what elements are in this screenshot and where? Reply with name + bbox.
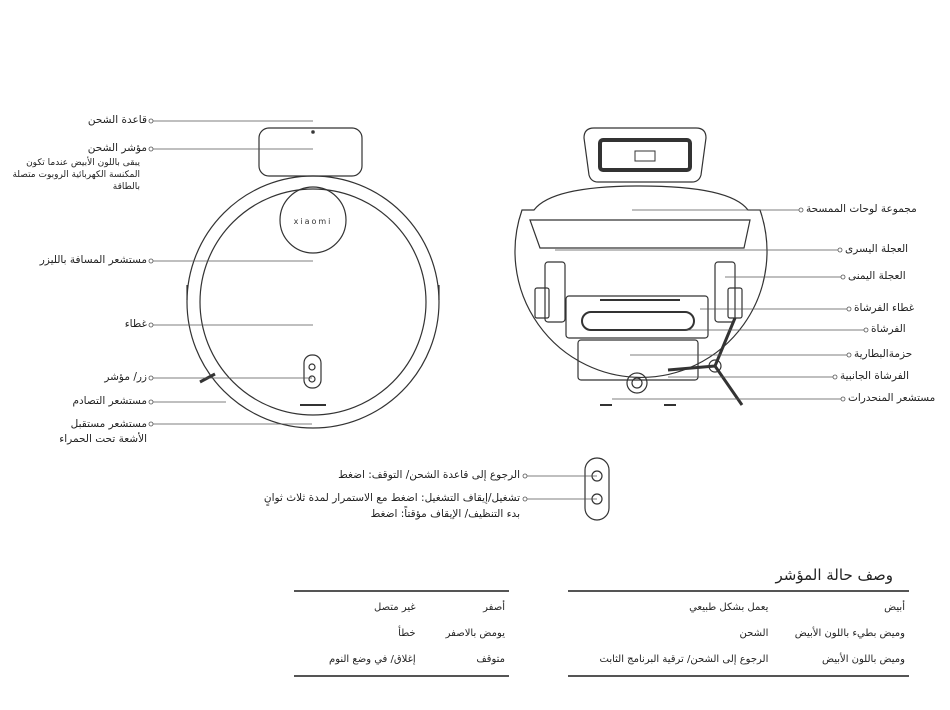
status-state: الرجوع إلى الشحن/ ترقية البرنامج الثابت <box>599 653 769 665</box>
bottom-view-robot <box>515 128 767 405</box>
left-table-bottom-rule <box>294 675 509 677</box>
table-row <box>568 594 909 620</box>
mop-plate-label: مجموعة لوحات الممسحة <box>806 203 917 215</box>
cliff-sensor-label: مستشعر المنحدرات <box>848 392 936 404</box>
right-wheel-label: العجلة اليمنى <box>848 270 906 282</box>
table-row <box>568 646 909 672</box>
xiaomi-logo: xiaomi <box>293 217 333 226</box>
battery-label: حزمةالبطارية <box>854 348 913 360</box>
table-row <box>294 646 509 672</box>
status-color: يومض بالاصفر <box>445 627 505 639</box>
status-table-left <box>294 594 509 672</box>
charge-indicator-note: يبقى باللون الأبيض عندما تكون المكنسة الكهربائية الروبوت متصلة بالطاقة <box>12 158 140 192</box>
collision-sensor-label: مستشعر التصادم <box>72 395 147 407</box>
top-view-robot <box>187 128 439 428</box>
dock-label: قاعدة الشحن <box>87 114 147 126</box>
table-row <box>568 620 909 646</box>
brush-cover-outline <box>566 296 708 338</box>
battery-outline <box>578 340 698 380</box>
status-color: متوقف <box>476 653 505 665</box>
ir-receiver-label: مستشعر مستقبل الأشعة تحت الحمراء <box>59 418 147 445</box>
status-color: وميض باللون الأبيض <box>821 653 905 665</box>
left-table-top-rule <box>294 590 509 592</box>
laser-sensor-label: مستشعر المسافة بالليزر <box>39 254 147 266</box>
bottom-dock-outline <box>584 128 706 182</box>
status-color: أبيض <box>884 601 905 613</box>
status-state: الشحن <box>739 627 769 639</box>
status-table-right <box>568 594 909 672</box>
brush-cover-label: غطاء الفرشاة <box>854 302 915 314</box>
status-title: وصف حالة المؤشر <box>775 566 893 584</box>
robot-outer-circle <box>187 176 439 428</box>
table-row <box>294 594 509 620</box>
left-wheel-outline <box>545 262 565 322</box>
brush-label: الفرشاة <box>871 323 906 335</box>
status-color: وميض بطيء باللون الأبيض <box>794 627 905 639</box>
left-wheel-label: العجلة اليسرى <box>845 243 909 255</box>
status-state: غير متصل <box>374 601 416 613</box>
power-button-label-1: تشغيل/إيقاف التشغيل: اضغط مع الاستمرار لمدة ثلاث ثوانٍ <box>263 492 520 504</box>
power-button-label-2: بدء التنظيف/ الإيقاف مؤقتاً: اضغط <box>370 508 520 520</box>
status-state: يعمل بشكل طبيعي <box>689 601 769 613</box>
right-table-top-rule <box>568 590 909 592</box>
bottom-outer <box>515 186 767 377</box>
right-wheel-outline <box>715 262 735 322</box>
home-button-label: الرجوع إلى قاعدة الشحن/ التوقف: اضغط <box>338 469 520 481</box>
right-table-bottom-rule <box>568 675 909 677</box>
status-color: أصفر <box>483 601 505 613</box>
button-closeup <box>585 458 609 520</box>
charge-indicator-label: مؤشر الشحن <box>87 142 147 154</box>
button-indicator-label: زر/ مؤشر <box>104 371 147 383</box>
top-button-panel <box>304 355 321 388</box>
status-state: خطأ <box>398 627 416 639</box>
cover-label: غطاء <box>124 318 147 330</box>
side-brush-label: الفرشاة الجانبية <box>840 370 910 382</box>
dock-outline <box>259 128 362 176</box>
status-state: إغلاق/ في وضع النوم <box>329 653 416 665</box>
table-row <box>294 620 509 646</box>
